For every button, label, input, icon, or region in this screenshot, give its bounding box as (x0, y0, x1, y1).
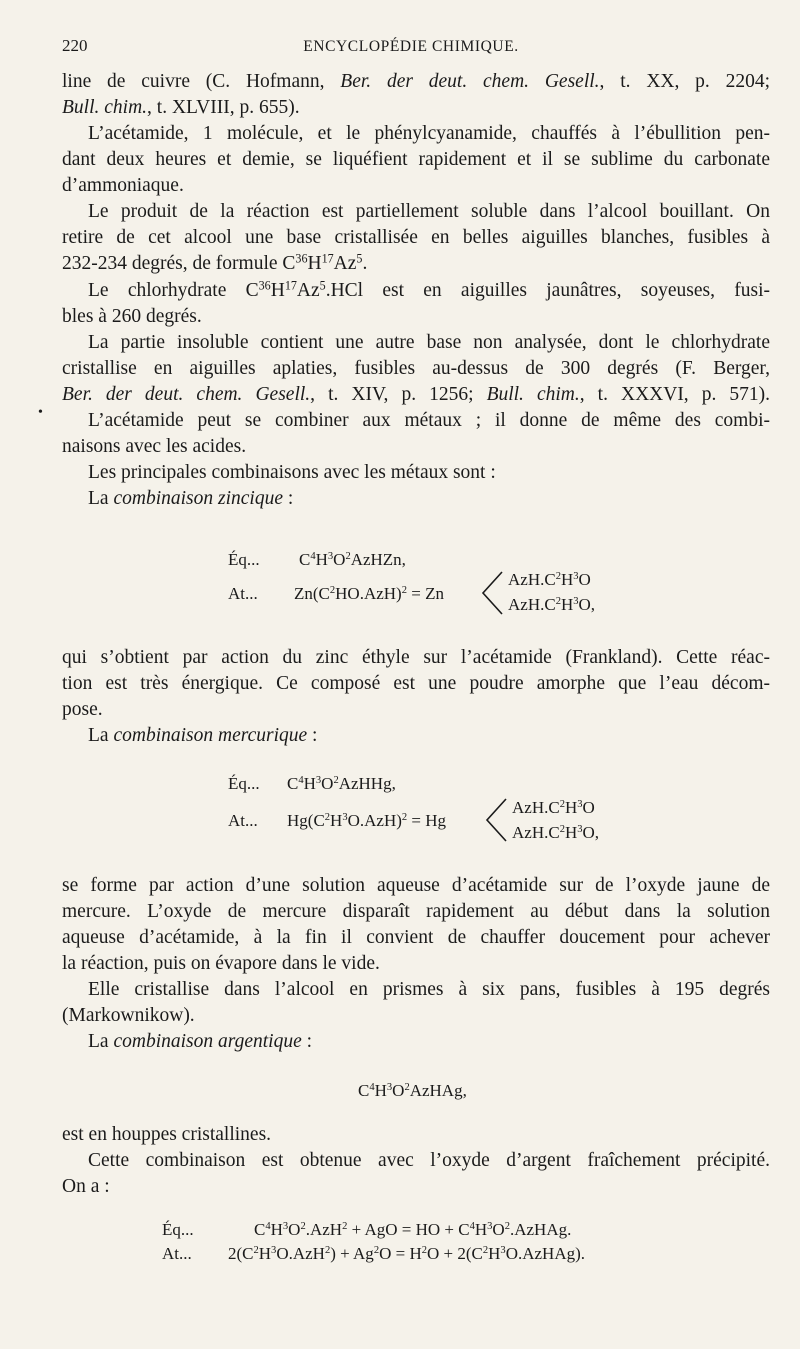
text-line: bles à 260 degrés. (62, 306, 202, 327)
text-line: aqueuse d’acétamide, à la fin il convient de chauffer doucement pour achever (62, 927, 770, 948)
text-line: La partie insoluble contient une autre base non analysée, dont le chlorhydrate (88, 332, 770, 353)
text-line: retire de cet alcool une base cristallisée en belles aiguilles blanches, fusibles à (62, 227, 770, 248)
formula-label: At... (228, 811, 258, 830)
text-line: Les principales combinaisons avec les métaux sont : (88, 462, 496, 483)
formula: $C^4H^3O^2.AzH^2$ + AgO = HO + $C^4H^3O^2.AzHAg$. (254, 1220, 572, 1239)
formula-branch: $AzH.C^2H^3O$ (512, 798, 595, 817)
text-line: mercure. L’oxyde de mercure disparaît rapidement au début dans la solution (62, 901, 770, 922)
formula: $Hg(C^2H^3O.AzH)^2 = Hg$ (287, 811, 447, 830)
section-heading: La combinaison zincique : (88, 488, 294, 509)
running-title: ENCYCLOPÉDIE CHIMIQUE. (303, 38, 519, 55)
branch-bracket (484, 797, 508, 843)
text-line: dant deux heures et demie, se liquéfient rapidement et il se sublime du carbonate (62, 149, 770, 170)
text-line: naisons avec les acides. (62, 436, 247, 457)
page-number: 220 (62, 36, 88, 55)
margin-dot: • (38, 405, 43, 420)
text-line: Bull. chim., t. XLVIII, p. 655). (62, 97, 300, 118)
text-line: Le chlorhydrate $C^{36}H^{17}Az^5.HCl$ est en aiguilles jaunâtres, soyeuses, fusi- (88, 278, 770, 301)
formula: $2(C^2H^3O.AzH^2) + Ag^2O = H^2O$ + $2(C^2H^3O.AzHAg)$. (228, 1244, 586, 1263)
formula: $C^4H^3O^2AzHAg$, (358, 1081, 467, 1100)
text-line: d’ammoniaque. (62, 175, 184, 196)
text-line: Cette combinaison est obtenue avec l’oxyde d’argent fraîchement précipité. (88, 1150, 770, 1171)
text-line: Ber. der deut. chem. Gesell., t. XIV, p. 1256; Bull. chim., t. XXXVI, p. 571). (62, 384, 770, 405)
formula-label: At... (162, 1244, 192, 1263)
formula-label: At... (228, 584, 258, 603)
text-line: pose. (62, 699, 103, 720)
formula: $Zn(C^2HO.AzH)^2 = Zn$ (294, 584, 444, 603)
formula-label: Éq... (228, 774, 260, 793)
text-line: On a : (62, 1176, 110, 1197)
text-line: la réaction, puis on évapore dans le vide. (62, 953, 380, 974)
formula-label: Éq... (228, 550, 260, 569)
section-heading: La combinaison mercurique : (88, 725, 318, 746)
formula-branch: $AzH.C^2H^3O$ (508, 570, 591, 589)
text-line: cristallise en aiguilles aplaties, fusibles au-dessus de 300 degrés (F. Berger, (62, 358, 770, 379)
text-line: Elle cristallise dans l’alcool en prismes à six pans, fusibles à 195 degrés (88, 979, 770, 1000)
text-line: tion est très énergique. Ce composé est une poudre amorphe que l’eau décom- (62, 673, 770, 694)
formula: $C^4H^3O^2AzHHg$, (287, 774, 396, 793)
text-line: est en houppes cristallines. (62, 1124, 272, 1145)
page-header (62, 36, 760, 60)
branch-bracket (480, 570, 504, 616)
formula-branch: $AzH.C^2H^3O$, (512, 823, 600, 842)
text-line: 232-234 degrés, de formule $C^{36}H^{17}Az^5$. (62, 251, 368, 274)
text-line: line de cuivre (C. Hofmann, Ber. der deut. chem. Gesell., t. XX, p. 2204; (62, 71, 771, 92)
text-line: L’acétamide, 1 molécule, et le phénylcyanamide, chauffés à l’ébullition pen- (88, 123, 770, 144)
section-heading: La combinaison argentique : (88, 1031, 313, 1052)
formula-branch: $AzH.C^2H^3O$, (508, 595, 596, 614)
formula-label: Éq... (162, 1220, 194, 1239)
text-line: L’acétamide peut se combiner aux métaux ; il donne de même des combi- (88, 410, 770, 431)
text-line: Le produit de la réaction est partiellement soluble dans l’alcool bouillant. On (88, 201, 770, 222)
text-line: se forme par action d’une solution aqueuse d’acétamide sur de l’oxyde jaune de (62, 875, 770, 896)
text-line: qui s’obtient par action du zinc éthyle sur l’acétamide (Frankland). Cette réac- (62, 647, 770, 668)
text-line: (Markownikow). (62, 1005, 195, 1026)
formula: $C^4H^3O^2AzHZn$, (299, 550, 406, 569)
